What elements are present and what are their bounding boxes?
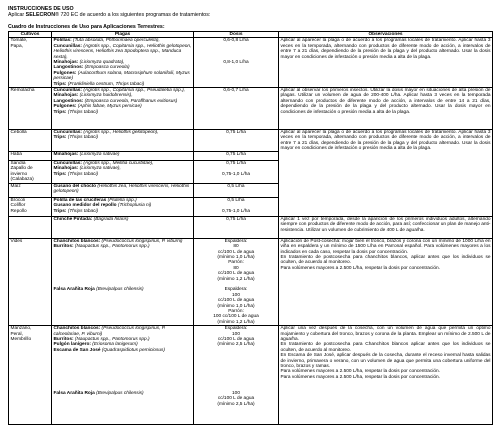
table-body — [9, 38, 493, 425]
pest-group-name: Burritos: — [53, 337, 74, 342]
pest-group-name: Chanchitos blancos: — [53, 238, 101, 244]
dose-cell: 0,5 L/ha 0,75-1,0 L/ha — [194, 197, 279, 216]
pest-group-name: Trips: — [53, 208, 67, 214]
table-row — [9, 238, 493, 326]
dose-cell: 0,75 L/ha — [194, 152, 279, 161]
pest-group-name: Gusano medidor del repollo — [53, 203, 117, 209]
pest-species: (Bagrada hilaris) — [92, 216, 129, 222]
pest-group-name: Polillas: — [53, 38, 72, 44]
crop-cell: Vides — [9, 238, 52, 326]
dose-cell: 0,75 L/ha 0,75-1,0 L/ha — [194, 161, 279, 184]
observations-cell: Aplicar una vez después de la cosecha, con un volumen de agua que permita un óptimo mojamiento y cobertura del tronco, brazos y corona de la planta. Emplear un mínimo de 2.500 L de agua/ha. En tratamiento de postcosecha para Chanchitos blancos aplicar antes que los individuos se oculten, de acuerdo al monitoreo. En Escama de San José, aplicar después de la cosecha, durante el receso invernal hasta salidas de invierno, primavera o verano, con un volumen de agua que permita una cobertura uniforme del tronco, brazos y ramas. Para volúmenes mayores a 2.500 L/ha, respetar la dosis por concentración. Para volúmenes mayores a 2.500 L/ha, respetar la dosis por concentración. — [279, 326, 493, 425]
intro-suffix: ® 720 EC de acuerdo a los siguientes programas de tratamientos: — [55, 12, 211, 19]
pest-group-name: Polilla de las crucíferas — [53, 197, 107, 203]
crop-cell: Remolacha — [9, 88, 52, 130]
pest-entry — [54, 110, 192, 115]
pest-group-name: Trips: — [53, 81, 67, 87]
pest-species: (Pseudococcus longispinus, P. viburni) — [100, 238, 183, 244]
pest-species: (Tuta absoluta, Phthorimaea operculella), — [71, 38, 160, 44]
usage-table — [8, 31, 493, 425]
pest-species: (Agrotis spp., Copitarsia spp., Heliothis gelotopeon, Heliothis virescens, Heliothis zea Spodoptera spp., Manduca sexta), — [53, 43, 192, 60]
observations-cell: Aplicar al aparecer la plaga o de acuerdo a los programas locales de tratamiento. Aplicar hasta 3 veces en la temporada, alternando con productos de diferente modo de acción, a intervalos de entre 7 a 21 días, dependiendo de la presión de la plaga y del producto alternado. Usar la dosis mayor en condiciones de infestación o presión media a alta de la plaga. — [279, 130, 493, 217]
pest-group-name: Cuncunillas: — [53, 43, 83, 49]
pest-entry — [54, 172, 192, 177]
pest-group-name: Gusano del choclo — [53, 183, 96, 189]
pest-species: (Naupactus spp., Pantomorus spp.) — [73, 244, 150, 250]
pest-entry — [54, 82, 192, 87]
pest-group-name: Langostinos: — [53, 98, 84, 104]
pest-species: (Liriomyza huidobrensis), — [78, 93, 133, 99]
pest-entry — [54, 44, 192, 60]
dose-cell: 0,75 L/ha — [194, 216, 279, 238]
dose-cell: 0,75 L/ha — [194, 130, 279, 152]
pest-group-name: Cuncunillas: — [53, 161, 83, 167]
pest-species: (Heliothis zea, Heliothis virescens, Heliothis gelotopeon) — [53, 183, 190, 195]
crop-cell: Cebolla — [9, 130, 52, 152]
pests-cell — [52, 216, 194, 238]
observations-cell: Aplicar al observar los primeros insectos. Utilizar la dosis mayor en situaciones de alta presión de plagas. Utilizar un volumen de agua de 200-400 L/ha. Aplicar hasta 3 veces en la temporada alternando con productos de diferente modo de acción, a intervalos de entre 14 a 21 días, dependiendo de la presión de la plaga y del producto alternado. Usar la dosis mayor en condiciones de infestación o presión media a alta de la plaga. — [279, 88, 493, 130]
pest-entry — [54, 184, 192, 195]
pest-group-name: Cuncunillas: — [53, 130, 83, 136]
crop-cell: Haba — [9, 152, 52, 161]
crop-cell: Maíz — [9, 183, 52, 197]
pests-cell — [52, 161, 194, 184]
pest-species: (Naupactus spp., Pantomorus spp.) — [73, 337, 150, 342]
pest-species: (Brevipalpus chilensis) — [94, 391, 144, 397]
observations-cell: Aplicar 1 vez por temporada, desde la aparición de los primeros individuos adultos, alternando siempre con productos de diferente modo de acción, para así; confeccionar un plan de manejo anti-resistencia. Utilizar un volumen de cubrimiento de 400 L de agua/ha. — [279, 216, 493, 238]
crop-cell: Brócoli Coliflor Repollo — [9, 197, 52, 216]
crop-cell — [9, 216, 52, 238]
column-header-dose: Dosis — [194, 32, 279, 38]
observations-cell: Aplicación de Post-cosecha: mojar bien el tronco, brazos y corona con un mínimo de 1000 L/ha en viña en espaldera y un mínimo de 1500 L/ha en Parronal español. Para volúmenes mayores a los indicados en cada caso, respetar la dosis por concentración. En tratamiento de postcosecha para chanchitos blancos, aplicar antes que los individuos se oculten, de acuerdo al monitoreo. Para volúmenes mayores a 2.500 L/ha, respetar la dosis por concentración. — [279, 238, 493, 326]
pest-group-name: Minahojas: — [53, 152, 79, 158]
pests-cell — [52, 152, 194, 161]
column-header-crops: Cultivos — [9, 32, 52, 38]
pest-species: (Pseudococcus longispinus, P. calceolariae, P. viburni) — [53, 326, 166, 337]
dose-cell: Espaldera: 80 cc/100 L de agua (mínimo 1,0 L/ha) Parrón: 80 cc/100 L de agua (mínimo 1,2 L/ha) Espaldera: 100 cc/100 L de agua (mínimo 1,0 L/ha) Parrón: 100 cc/100 L de agua (mínimo 1,2 L/ha) — [194, 238, 279, 326]
pest-species: (Agrotis spp., Mellitia cucurbitae), — [82, 161, 154, 167]
pest-species: (Thrips tabaci) — [66, 208, 99, 214]
column-header-observations: Observaciones — [279, 32, 493, 38]
column-header-pests: Plagas — [52, 32, 194, 38]
pests-cell — [52, 197, 194, 216]
pest-group-name: Pulgones: — [53, 104, 77, 110]
pest-group-name: Minahojas: — [53, 166, 79, 172]
pests-cell — [52, 88, 194, 130]
table-row — [9, 326, 493, 425]
pest-species: (Frankliniella cestrum, Thrips tabaci) — [66, 81, 145, 87]
pest-species: (Agrotis spp., Copitarsia spp., Pseudaletia spp.), — [82, 88, 185, 94]
pest-entry — [54, 287, 192, 292]
pest-species: (Empoasca curveola) — [83, 65, 130, 71]
document-title: INSTRUCCIONES DE USO — [8, 6, 74, 12]
pests-cell — [52, 130, 194, 152]
pest-group-name: Cuncunillas: — [53, 88, 83, 94]
pest-group-name: Burritos: — [53, 244, 74, 250]
pest-species: (Brevipalpus chilensis) — [94, 287, 144, 293]
dose-cell: 0,5 L/ha — [194, 183, 279, 197]
pest-species: (Thrips tabaci) — [66, 109, 99, 115]
crop-cell: Manzano, Peral, Membrillo — [9, 326, 52, 425]
observations-cell: Aplicar al aparecer la plaga o de acuerdo a los programas locales de tratamiento. Aplicar hasta 3 veces en la temporada, alternando con productos de diferente modo de acción, a intervalos de entre 7 a 21 días, dependiendo de la presión de la plaga y del producto alternado. Usar la dosis mayor en condiciones de infestación o presión media a alta de la plaga. — [279, 38, 493, 88]
crop-cell: Tomate, Papa, — [9, 38, 52, 88]
pest-species: (Empoasca curveola, Paraflhanus exitiosus) — [83, 98, 178, 104]
pests-cell — [52, 326, 194, 425]
dose-cell: 0,6-0,7 L/ha — [194, 88, 279, 130]
pest-entry — [54, 209, 192, 214]
pest-entry — [54, 391, 192, 396]
pests-cell — [52, 38, 194, 88]
table-row — [9, 88, 493, 130]
pest-group-name: Minahojas: — [53, 93, 79, 99]
dose-cell: 0,6-0,8 L/ha 0,8-1,0 L/ha — [194, 38, 279, 88]
pest-species: (Eriosoma lanigerum) — [90, 342, 138, 348]
pest-species: (Thrips tabaci) — [66, 135, 99, 141]
document-intro — [8, 12, 210, 18]
pest-species: (Quadraspidiotus perniciosus) — [100, 347, 165, 353]
pest-group-name: Trips: — [53, 109, 67, 115]
pest-species: (Plutella spp.) — [106, 197, 137, 203]
pest-group-name: Minahojas: — [53, 60, 79, 66]
table-row — [9, 130, 493, 152]
pest-group-name: Chanchitos blancos: — [53, 326, 101, 332]
section-title: Cuadro de Instrucciones de Uso para Aplicaciones Terrestres: — [8, 24, 165, 30]
pest-species: (Thrips tabaci) — [66, 171, 99, 177]
pest-group-name: Langostinos: — [53, 65, 84, 71]
pest-species: (Trichoplusia ni) — [116, 203, 152, 209]
product-name: SELECRON — [25, 12, 56, 19]
pest-entry — [54, 71, 192, 82]
pest-entry — [54, 135, 192, 140]
pest-entry — [54, 326, 192, 337]
crop-cell: Sandía Zapallo de invierno (Calabaza) — [9, 161, 52, 184]
dose-cell: Espaldera: 100 cc/100 L de agua (mínimo 2,5 L/ha) 100 cc/100 L de agua (mínimo 2,5 L/ha) — [194, 326, 279, 425]
pest-entry — [54, 152, 192, 157]
pest-species: (Agrotis spp., Heliothis gelotopeon), — [82, 130, 159, 136]
pest-group-name: Chinche Pintada: — [53, 216, 93, 222]
pest-group-name: Trips: — [53, 135, 67, 141]
table-row — [9, 38, 493, 88]
pest-group-name: Pulgón lanígero: — [53, 342, 91, 348]
intro-prefix: Aplicar — [8, 12, 26, 19]
pest-species: (Liriomyza quadrata), — [78, 60, 125, 66]
pest-species: (Liriomyza sativae), — [78, 166, 121, 172]
pest-group-name: Falsa Arañita Roja — [53, 391, 95, 397]
pest-species: (Liriomyza sativae) — [78, 152, 120, 158]
pest-group-name: Trips: — [53, 171, 67, 177]
pest-entry — [54, 217, 192, 222]
table-row — [9, 216, 493, 238]
pests-cell — [52, 238, 194, 326]
pest-group-name: Escama de San José — [53, 347, 101, 353]
pest-species: (Aulacorthum solana, Macrosiphum solanifolii, Myzus persicae) — [53, 70, 190, 82]
pest-species: (Aphis fabae, Myzus persicae) — [76, 104, 142, 110]
pest-group-name: Falsa Arañita Roja — [53, 287, 95, 293]
pests-cell — [52, 183, 194, 197]
document-header — [8, 6, 210, 19]
pest-group-name: Pulgones: — [53, 70, 77, 76]
